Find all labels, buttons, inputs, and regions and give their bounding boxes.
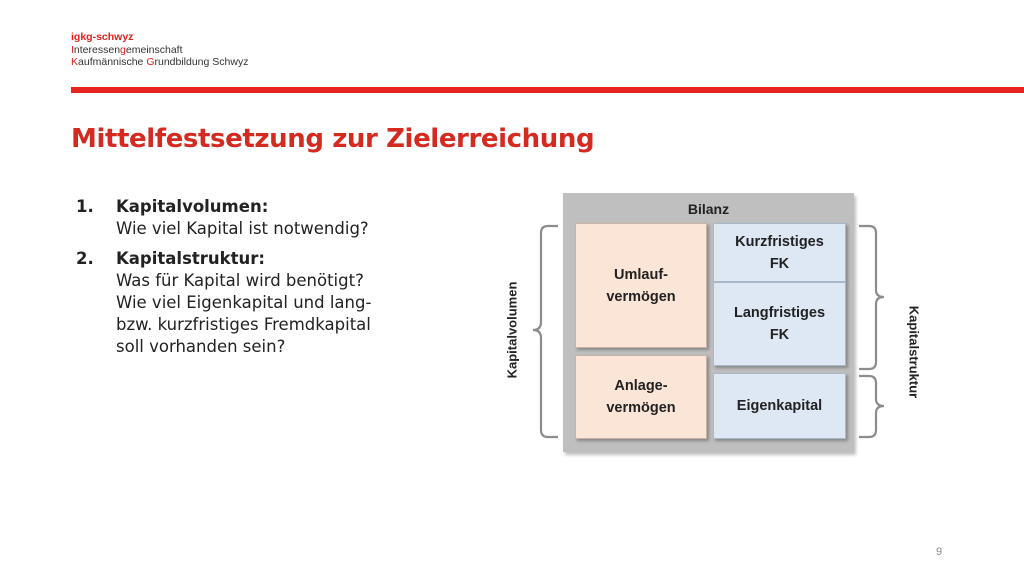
list-item-text: Wie viel Kapital ist notwendig?	[116, 219, 369, 238]
capital-structure-label: Kapitalstruktur	[906, 305, 922, 399]
long-term-debt-box: Langfristiges FK	[713, 282, 846, 366]
list-item-number: 1.	[76, 197, 94, 216]
right-brace-bottom	[859, 376, 884, 437]
right-brace-top	[859, 226, 884, 369]
list-item-text: Was für Kapital wird benötigt? Wie viel Eigenkapital und lang- bzw. kurzfristiges Fremdkapital soll vorhanden sein?	[116, 271, 372, 356]
org-name: igkg-schwyz	[71, 31, 134, 43]
current-assets-box: Umlauf- vermögen	[575, 223, 707, 348]
short-term-debt-box: Kurzfristiges FK	[713, 223, 846, 282]
left-brace	[533, 226, 558, 437]
list-item-number: 2.	[76, 249, 94, 268]
slide-title: Mittelfestsetzung zur Zielerreichung	[71, 124, 595, 154]
page-number: 9	[936, 546, 943, 558]
capital-volume-label: Kapitalvolumen	[504, 281, 520, 379]
balance-sheet-title: Bilanz	[687, 201, 730, 217]
org-line-1: Interessengemeinschaft	[71, 43, 183, 56]
list-item-heading: Kapitalvolumen:	[116, 197, 269, 216]
equity-box: Eigenkapital	[713, 373, 846, 439]
fixed-assets-box: Anlage- vermögen	[575, 355, 707, 439]
org-line-2: Kaufmännische Grundbildung Schwyz	[71, 56, 249, 68]
list-item-heading: Kapitalstruktur:	[116, 249, 265, 268]
